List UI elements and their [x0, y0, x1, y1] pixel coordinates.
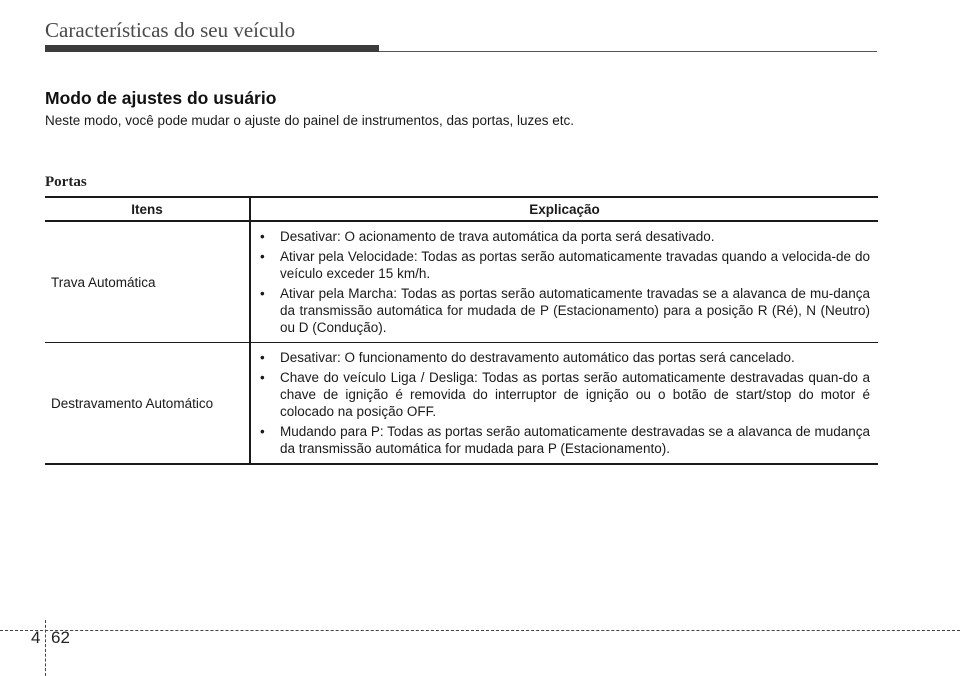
table-row — [45, 221, 878, 343]
bullet-list — [260, 228, 870, 336]
bullet-text: Ativar pela Marcha: Todas as portas serão automaticamente travadas se a alavanca de mu-dança da transmissão automática for mudada de P (Estacionamento) para a posição R (Ré), N (Neutro) ou D (Condução). — [280, 286, 870, 335]
column-header-items: Itens — [45, 197, 250, 221]
bullet-item: • Ativar pela Marcha: Todas as portas serão automaticamente travadas se a alavanca de mu-dança da transmissão automática for mudada de P (Estacionamento) para a posição R (Ré), N (Neutro) ou D (Condução). — [260, 286, 870, 335]
item-name-cell: Trava Automática — [45, 221, 250, 343]
bullet-text: Ativar pela Velocidade: Todas as portas serão automaticamente travadas quando a velocida-de do veículo exceder 15 km/h. — [280, 249, 870, 281]
section-description: Neste modo, você pode mudar o ajuste do painel de instrumentos, das portas, luzes etc. — [45, 113, 575, 128]
page-number: 62 — [51, 628, 70, 647]
explanation-cell — [250, 343, 878, 465]
bullet-text: Desativar: O funcionamento do destravamento automático das portas será cancelado. — [280, 350, 795, 365]
bullet-text: Chave do veículo Liga / Desliga: Todas as portas serão automaticamente destravadas quan-do a chave de ignição é removida do interruptor de ignição ou o botão de start/stop do motor é colocado na posição OFF. — [280, 370, 870, 419]
header-rule-thin — [379, 51, 877, 52]
bullet-item: • Ativar pela Velocidade: Todas as portas serão automaticamente travadas quando a velocida-de do veículo exceder 15 km/h. — [260, 249, 870, 281]
section-number: 4 — [31, 628, 41, 647]
table-row — [45, 343, 878, 465]
footer-dashed-rule — [0, 630, 960, 631]
section-title: Modo de ajustes do usuário — [45, 88, 277, 108]
subsection-title: Portas — [45, 174, 87, 190]
header-rule-thick — [45, 45, 379, 52]
bullet-item: • Chave do veículo Liga / Desliga: Todas as portas serão automaticamente destravadas quan-do a chave de ignição é removida do interruptor de ignição ou o botão de start/stop do motor é colocado na posição OFF. — [260, 370, 870, 419]
explanation-cell — [250, 221, 878, 343]
footer-dashed-divider — [45, 620, 46, 676]
settings-table — [45, 196, 878, 465]
bullet-item: • Desativar: O acionamento de trava automática da porta será desativado. — [260, 229, 715, 244]
bullet-list — [260, 349, 870, 457]
column-header-explanation: Explicação — [250, 197, 878, 221]
bullet-text: Desativar: O acionamento de trava automática da porta será desativado. — [280, 229, 715, 244]
item-name-cell: Destravamento Automático — [45, 343, 250, 465]
page-header-title: Características do seu veículo — [45, 18, 296, 42]
bullet-text: Mudando para P: Todas as portas serão automaticamente destravadas se a alavanca de mudança da transmissão automática for mudada para P (Estacionamento). — [280, 424, 870, 456]
table-header-row — [45, 197, 878, 221]
bullet-item: • Desativar: O funcionamento do destravamento automático das portas será cancelado. — [260, 350, 795, 365]
bullet-item: • Mudando para P: Todas as portas serão automaticamente destravadas se a alavanca de mudança da transmissão automática for mudada para P (Estacionamento). — [260, 424, 870, 456]
